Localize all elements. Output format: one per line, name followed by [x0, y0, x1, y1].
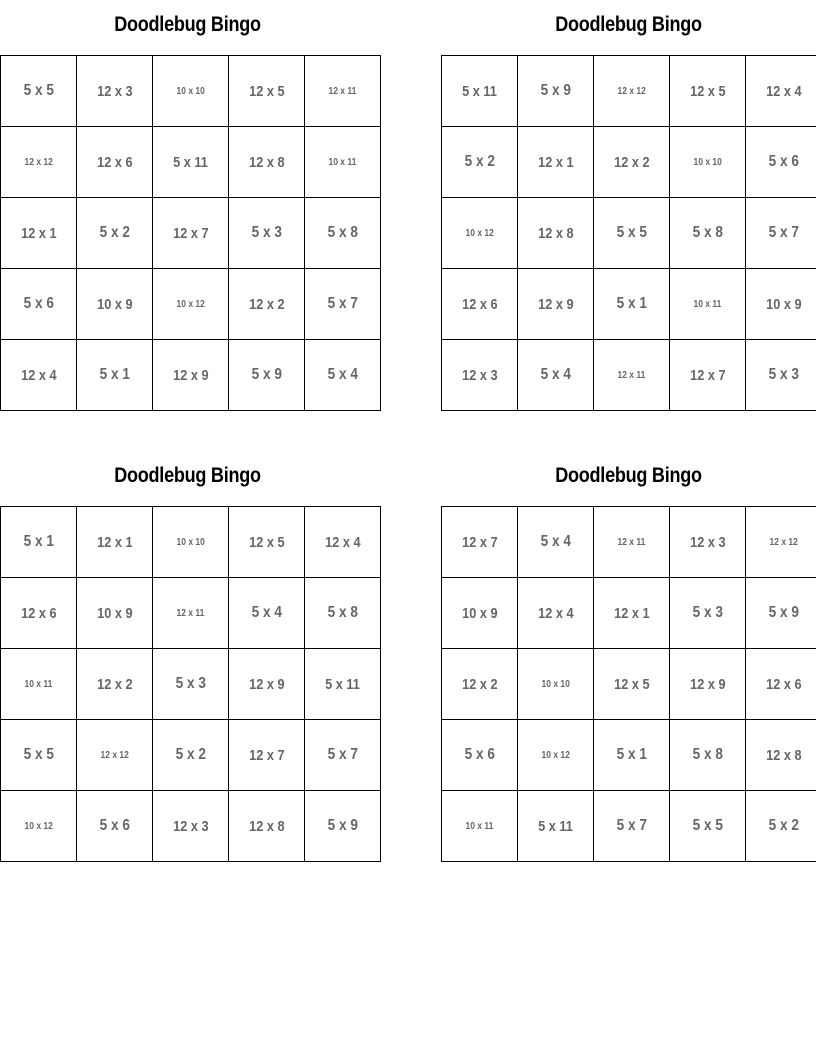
bingo-cell	[153, 340, 229, 411]
bingo-cell	[442, 507, 518, 578]
bingo-cell	[442, 340, 518, 411]
cell-label: 12 x 5	[248, 82, 285, 100]
bingo-cell	[746, 198, 816, 269]
cell-label: 5 x 11	[462, 82, 497, 100]
bingo-cell	[229, 507, 305, 578]
cell-label: 12 x 3	[172, 817, 209, 835]
bingo-cell	[594, 269, 670, 340]
cell-label: 12 x 7	[461, 533, 498, 551]
bingo-grid	[0, 506, 381, 862]
cell-label: 12 x 4	[20, 366, 57, 384]
cell-label: 5 x 11	[173, 153, 208, 171]
bingo-cell	[1, 269, 77, 340]
cell-label: 10 x 9	[461, 604, 498, 622]
bingo-cell	[670, 127, 746, 198]
bingo-cell	[77, 720, 153, 791]
cell-label: 10 x 12	[541, 749, 570, 761]
cell-label: 12 x 11	[617, 536, 646, 548]
bingo-row	[1, 649, 381, 720]
bingo-cell	[229, 791, 305, 862]
bingo-cell	[670, 198, 746, 269]
bingo-cell	[305, 269, 381, 340]
bingo-cell	[305, 578, 381, 649]
bingo-cell	[77, 198, 153, 269]
bingo-cell	[594, 507, 670, 578]
bingo-cell	[305, 127, 381, 198]
bingo-cell	[1, 791, 77, 862]
bingo-cell	[746, 720, 816, 791]
bingo-cell	[746, 340, 816, 411]
cell-label: 12 x 4	[324, 533, 361, 551]
cell-label: 12 x 5	[689, 82, 726, 100]
cell-label: 5 x 3	[175, 675, 206, 692]
cell-label: 12 x 12	[769, 536, 798, 548]
bingo-cell	[153, 720, 229, 791]
cell-label: 5 x 6	[23, 295, 54, 312]
bingo-cell	[670, 269, 746, 340]
bingo-cell	[153, 198, 229, 269]
cell-label: 10 x 12	[176, 298, 205, 310]
cell-label: 5 x 8	[692, 746, 723, 763]
bingo-row	[442, 340, 816, 411]
cell-label: 12 x 2	[613, 153, 650, 171]
cell-label: 5 x 6	[768, 153, 799, 170]
bingo-row	[1, 269, 381, 340]
cell-label: 12 x 8	[765, 746, 802, 764]
bingo-cell	[442, 198, 518, 269]
bingo-cell	[670, 56, 746, 127]
cell-label: 12 x 1	[96, 533, 133, 551]
bingo-cell	[305, 507, 381, 578]
cell-label: 5 x 5	[692, 817, 723, 834]
cell-label: 12 x 3	[689, 533, 726, 551]
cell-label: 5 x 11	[538, 817, 573, 835]
bingo-cell	[670, 340, 746, 411]
cell-label: 12 x 9	[537, 295, 574, 313]
bingo-cell	[594, 720, 670, 791]
bingo-cell	[670, 649, 746, 720]
cell-label: 12 x 6	[20, 604, 57, 622]
cell-label: 10 x 10	[693, 156, 722, 168]
bingo-grid	[441, 55, 816, 411]
bingo-cell	[518, 340, 594, 411]
bingo-cell	[229, 578, 305, 649]
cell-label: 5 x 9	[768, 604, 799, 621]
bingo-cell	[518, 269, 594, 340]
cell-label: 5 x 8	[327, 604, 358, 621]
bingo-cell	[77, 649, 153, 720]
cell-label: 5 x 3	[251, 224, 282, 241]
cell-label: 5 x 6	[464, 746, 495, 763]
cell-label: 12 x 9	[248, 675, 285, 693]
bingo-cell	[518, 578, 594, 649]
cell-label: 5 x 9	[327, 817, 358, 834]
cell-label: 5 x 3	[692, 604, 723, 621]
bingo-cell	[229, 720, 305, 791]
bingo-cell	[305, 649, 381, 720]
bingo-cell	[670, 578, 746, 649]
cell-label: 5 x 7	[327, 295, 358, 312]
bingo-cell	[670, 720, 746, 791]
bingo-cell	[1, 649, 77, 720]
cell-label: 12 x 1	[537, 153, 574, 171]
bingo-cell	[229, 127, 305, 198]
cell-label: 12 x 8	[537, 224, 574, 242]
bingo-row	[442, 56, 816, 127]
cell-label: 5 x 3	[768, 366, 799, 383]
cell-label: 5 x 11	[325, 675, 360, 693]
cell-label: 5 x 1	[23, 533, 54, 550]
bingo-row	[1, 340, 381, 411]
cell-label: 12 x 7	[689, 366, 726, 384]
bingo-row	[1, 198, 381, 269]
bingo-cell	[77, 507, 153, 578]
cell-label: 10 x 10	[176, 85, 205, 97]
card-title: Doodlebug Bingo	[114, 464, 261, 487]
cell-label: 5 x 7	[327, 746, 358, 763]
cell-label: 10 x 9	[96, 295, 133, 313]
cell-label: 5 x 4	[327, 366, 358, 383]
cell-label: 12 x 1	[613, 604, 650, 622]
cell-label: 5 x 4	[540, 366, 571, 383]
bingo-card-1	[0, 0, 375, 406]
cell-label: 12 x 6	[461, 295, 498, 313]
bingo-cell	[518, 198, 594, 269]
bingo-cell	[518, 127, 594, 198]
cell-label: 5 x 5	[23, 746, 54, 763]
cell-label: 5 x 1	[616, 295, 647, 312]
bingo-row	[442, 720, 816, 791]
bingo-cell	[1, 507, 77, 578]
bingo-cell	[442, 720, 518, 791]
bingo-cell	[77, 56, 153, 127]
bingo-cell	[153, 507, 229, 578]
bingo-cell	[153, 649, 229, 720]
bingo-cell	[77, 791, 153, 862]
cell-label: 12 x 12	[617, 85, 646, 97]
bingo-cell	[746, 791, 816, 862]
cell-label: 10 x 11	[24, 678, 53, 690]
bingo-grid	[441, 506, 816, 862]
cell-label: 5 x 1	[99, 366, 130, 383]
bingo-row	[442, 791, 816, 862]
card-title: Doodlebug Bingo	[555, 13, 702, 36]
cell-label: 10 x 12	[24, 820, 53, 832]
cell-label: 12 x 9	[689, 675, 726, 693]
cell-label: 10 x 12	[465, 227, 494, 239]
bingo-cell	[153, 56, 229, 127]
cell-label: 12 x 6	[765, 675, 802, 693]
bingo-cell	[1, 198, 77, 269]
bingo-row	[442, 649, 816, 720]
cell-label: 12 x 2	[248, 295, 285, 313]
bingo-cell	[518, 56, 594, 127]
cell-label: 10 x 9	[765, 295, 802, 313]
bingo-cell	[153, 578, 229, 649]
cell-label: 12 x 7	[172, 224, 209, 242]
bingo-cell	[77, 269, 153, 340]
cell-label: 12 x 5	[248, 533, 285, 551]
cell-label: 5 x 5	[23, 82, 54, 99]
bingo-cell	[1, 720, 77, 791]
card-title: Doodlebug Bingo	[555, 464, 702, 487]
cell-label: 12 x 11	[617, 369, 646, 381]
bingo-row	[442, 269, 816, 340]
bingo-cell	[229, 269, 305, 340]
cell-label: 12 x 11	[328, 85, 357, 97]
bingo-cell	[442, 127, 518, 198]
cell-label: 5 x 9	[540, 82, 571, 99]
cell-label: 12 x 6	[96, 153, 133, 171]
cell-label: 12 x 5	[613, 675, 650, 693]
cell-label: 5 x 8	[327, 224, 358, 241]
cell-label: 5 x 7	[616, 817, 647, 834]
cell-label: 12 x 4	[765, 82, 802, 100]
bingo-cell	[305, 198, 381, 269]
cell-label: 12 x 11	[176, 607, 205, 619]
bingo-cell	[746, 127, 816, 198]
bingo-cell	[305, 720, 381, 791]
bingo-cell	[305, 56, 381, 127]
bingo-cell	[305, 791, 381, 862]
cell-label: 5 x 2	[464, 153, 495, 170]
bingo-cell	[1, 56, 77, 127]
bingo-cell	[1, 578, 77, 649]
cell-label: 12 x 12	[100, 749, 129, 761]
cell-label: 5 x 9	[251, 366, 282, 383]
bingo-row	[1, 56, 381, 127]
bingo-cell	[442, 269, 518, 340]
bingo-cell	[518, 649, 594, 720]
bingo-cell	[77, 578, 153, 649]
bingo-cell	[442, 578, 518, 649]
cell-label: 12 x 4	[537, 604, 574, 622]
cell-label: 10 x 11	[693, 298, 722, 310]
cell-label: 12 x 1	[20, 224, 57, 242]
bingo-cell	[229, 649, 305, 720]
cell-label: 12 x 9	[172, 366, 209, 384]
bingo-row	[442, 198, 816, 269]
bingo-cell	[670, 791, 746, 862]
cell-label: 12 x 3	[96, 82, 133, 100]
bingo-cell	[77, 340, 153, 411]
bingo-cell	[594, 56, 670, 127]
cell-label: 12 x 8	[248, 817, 285, 835]
cell-label: 5 x 5	[616, 224, 647, 241]
bingo-card-3	[0, 451, 375, 857]
cell-label: 12 x 8	[248, 153, 285, 171]
cell-label: 5 x 2	[99, 224, 130, 241]
bingo-cell	[153, 791, 229, 862]
bingo-card-4	[441, 451, 816, 857]
bingo-cell	[746, 56, 816, 127]
bingo-cell	[77, 127, 153, 198]
cell-label: 5 x 7	[768, 224, 799, 241]
cell-label: 5 x 2	[768, 817, 799, 834]
bingo-cell	[518, 507, 594, 578]
bingo-row	[442, 127, 816, 198]
cell-label: 10 x 10	[176, 536, 205, 548]
bingo-cell	[518, 720, 594, 791]
bingo-row	[1, 791, 381, 862]
bingo-cell	[746, 578, 816, 649]
cell-label: 12 x 12	[24, 156, 53, 168]
bingo-row	[1, 507, 381, 578]
bingo-cell	[153, 127, 229, 198]
bingo-cell	[594, 198, 670, 269]
bingo-cell	[670, 507, 746, 578]
cell-label: 12 x 7	[248, 746, 285, 764]
bingo-cell	[229, 198, 305, 269]
bingo-cell	[594, 649, 670, 720]
bingo-row	[1, 720, 381, 791]
bingo-cell	[442, 649, 518, 720]
bingo-cell	[594, 791, 670, 862]
cell-label: 10 x 10	[541, 678, 570, 690]
bingo-cell	[442, 791, 518, 862]
card-title: Doodlebug Bingo	[114, 13, 261, 36]
bingo-cell	[746, 507, 816, 578]
bingo-cell	[229, 56, 305, 127]
cell-label: 5 x 4	[540, 533, 571, 550]
bingo-cell	[229, 340, 305, 411]
bingo-grid	[0, 55, 381, 411]
bingo-cell	[518, 791, 594, 862]
cell-label: 5 x 4	[251, 604, 282, 621]
bingo-cell	[305, 340, 381, 411]
bingo-cell	[746, 269, 816, 340]
bingo-card-2	[441, 0, 816, 406]
bingo-cell	[746, 649, 816, 720]
bingo-cell	[594, 340, 670, 411]
bingo-row	[1, 127, 381, 198]
cell-label: 10 x 11	[465, 820, 494, 832]
bingo-cell	[153, 269, 229, 340]
cell-label: 10 x 11	[328, 156, 357, 168]
cell-label: 12 x 3	[461, 366, 498, 384]
bingo-cell	[594, 578, 670, 649]
cell-label: 10 x 9	[96, 604, 133, 622]
bingo-cell	[594, 127, 670, 198]
bingo-row	[1, 578, 381, 649]
cell-label: 5 x 2	[175, 746, 206, 763]
cell-label: 5 x 8	[692, 224, 723, 241]
cell-label: 5 x 1	[616, 746, 647, 763]
bingo-row	[442, 578, 816, 649]
bingo-cell	[1, 340, 77, 411]
cell-label: 12 x 2	[461, 675, 498, 693]
bingo-row	[442, 507, 816, 578]
cell-label: 5 x 6	[99, 817, 130, 834]
bingo-cell	[1, 127, 77, 198]
cell-label: 12 x 2	[96, 675, 133, 693]
bingo-cell	[442, 56, 518, 127]
